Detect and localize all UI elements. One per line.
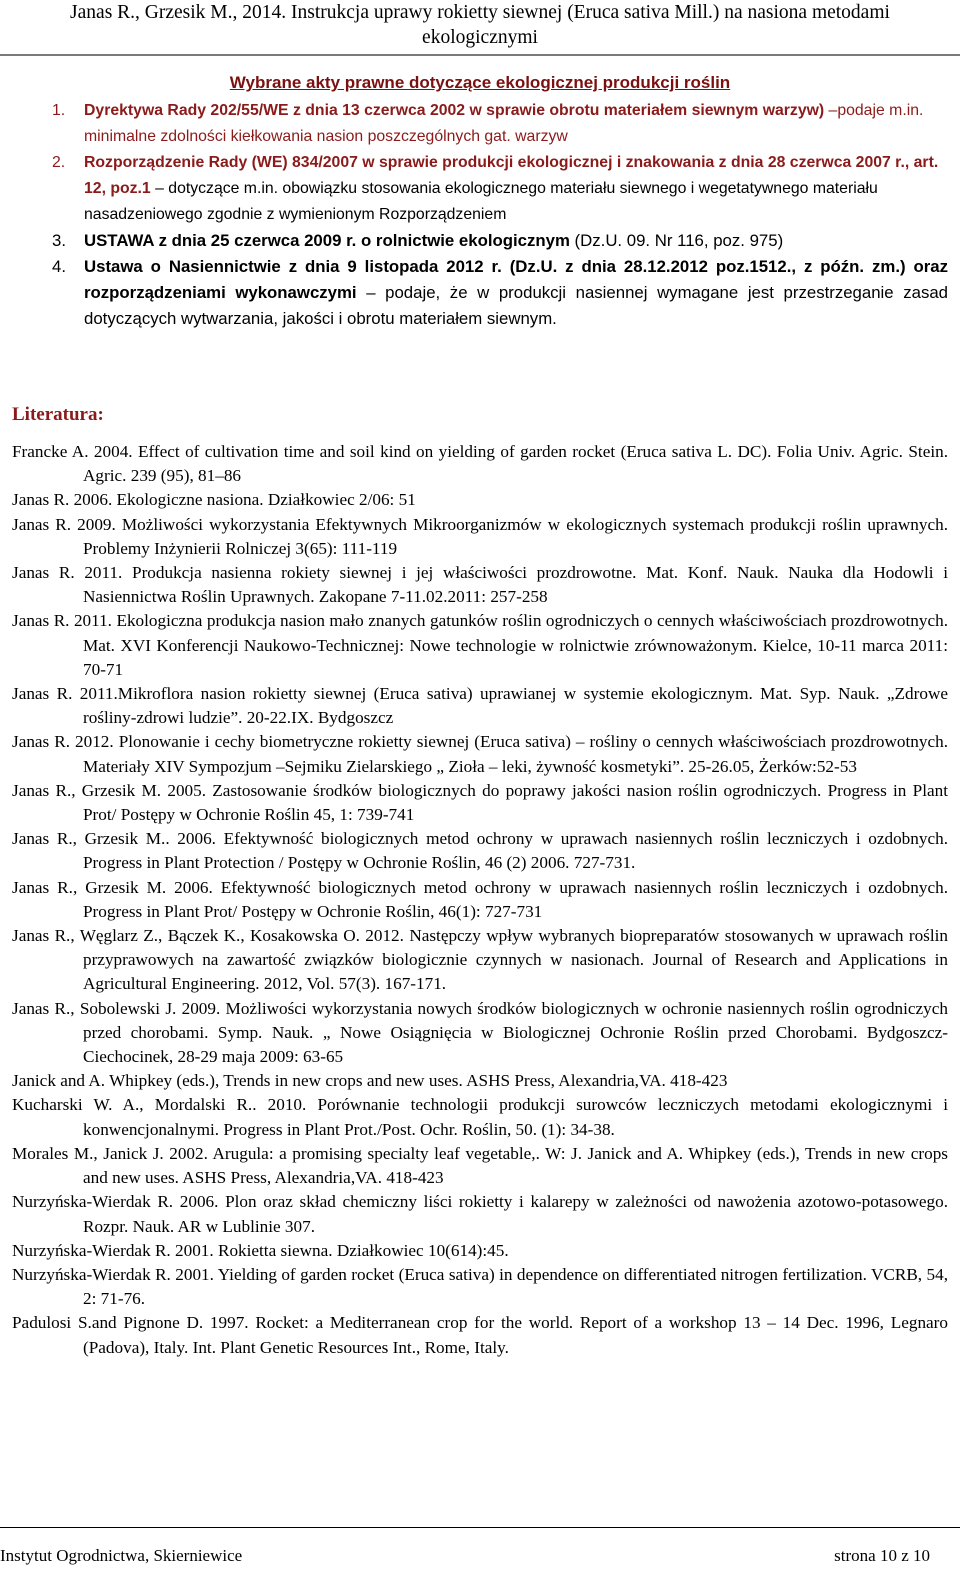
reference-item: Janas R. 2011. Produkcja nasienna rokiety siewnej i jej właściwości prozdrowotne. Mat. Konf. Nauk. Nauka dla Hodowli i Nasiennictwa Roślin Uprawnych. Zakopane 7-11.02.2011: 257-258	[12, 563, 948, 607]
legal-act-description: (Dz.U. 09. Nr 116, poz. 975)	[569, 231, 784, 250]
reference-item: Janas R., Grzesik M. 2005. Zastosowanie środków biologicznych do poprawy jakości nasion roślin ogrodniczych. Progress in Plant Prot/ Postępy w Ochronie Roślin 45, 1: 739-741	[12, 780, 948, 825]
reference-item: Nurzyńska-Wierdak R. 2006. Plon oraz skład chemiczny liści rokietty i kalarepy w zależności od nawożenia azotowo-potasowego. Rozpr. Nauk. AR w Lublinie 307.	[12, 1192, 948, 1236]
legal-acts-heading: Wybrane akty prawne dotyczące ekologicznej produkcji roślin	[229, 73, 731, 92]
legal-act-description: –podaje m.in. minimalne zdolności kiełkowania nasion poszczególnych gat. warzyw	[84, 102, 924, 145]
legal-act-item	[52, 98, 948, 150]
legal-act-title: USTAWA z dnia 25 czerwca 2009 r. o rolnictwie ekologicznym	[84, 231, 570, 250]
reference-item: Morales M., Janick J. 2002. Arugula: a promising specialty leaf vegetable,. W: J. Janick and A. Whipkey (eds.), Trends in new crops and new uses. ASHS Press, Alexandria,VA. 418-423	[12, 1143, 948, 1188]
legal-act-number: 3.	[52, 231, 66, 250]
literature-heading: Literatura:	[12, 404, 104, 425]
legal-act-title: Dyrektywa Rady 202/55/WE z dnia 13 czerwca 2002 w sprawie obrotu materiałem siewnym warzyw)	[84, 102, 825, 119]
reference-item: Francke A. 2004. Effect of cultivation time and soil kind on yielding of garden rocket (Eruca sativa L. DC). Folia Univ. Agric. Stein. Agric. 239 (95), 81–86	[12, 442, 948, 486]
reference-item: Janick and A. Whipkey (eds.), Trends in new crops and new uses. ASHS Press, Alexandria,VA. 418-423	[12, 1071, 728, 1091]
legal-act-description: – dotyczące m.in. obowiązku stosowania ekologicznego materiału siewnego i wegetatywnego materiału nasadzeniowego zgodnie z wymienionym Rozporządzeniem	[84, 180, 878, 223]
page-number: strona 10 z 10	[834, 1546, 930, 1565]
header-divider	[0, 54, 960, 56]
legal-act-number: 1.	[52, 102, 66, 119]
reference-item: Janas R., Sobolewski J. 2009. Możliwości wykorzystania nowych środków biologicznych w ochronie nasiennych roślin ogrodniczych przed chorobami. Symp. Nauk. „ Nowe Osiągnięcia w Biologicznej Ochronie Roślin przed Chorobami. Bydgoszcz-Ciechocinek, 28-29 maja 2009: 63-65	[12, 998, 948, 1067]
header-line-1: Janas R., Grzesik M., 2014. Instrukcja uprawy rokietty siewnej (Eruca sativa Mill.) na nasiona metodami	[70, 2, 890, 23]
legal-act-description: – podaje, że w produkcji nasiennej wymagane jest przestrzeganie zasad dotyczących wytwarzania, jakości i obrotu materiałem siewnym.	[84, 283, 948, 328]
reference-list	[12, 440, 948, 1360]
footer-institution: Instytut Ogrodnictwa, Skierniewice	[0, 1546, 243, 1565]
reference-item: Nurzyńska-Wierdak R. 2001. Rokietta siewna. Działkowiec 10(614):45.	[12, 1240, 509, 1260]
legal-act-number: 4.	[52, 257, 66, 276]
legal-act-number: 2.	[52, 154, 66, 171]
reference-item: Janas R., Grzesik M. 2006. Efektywność biologicznych metod ochrony w uprawach nasiennych roślin leczniczych i ozdobnych. Progress in Plant Prot/ Postępy w Ochronie Roślin, 46(1): 727-731	[12, 877, 948, 921]
legal-acts-list	[52, 98, 948, 332]
legal-act-item	[52, 150, 948, 228]
reference-item: Janas R., Grzesik M.. 2006. Efektywność biologicznych metod ochrony w uprawach nasiennych roślin leczniczych i ozdobnych. Progress in Plant Protection / Postępy w Ochronie Roślin, 46 (2) 2006. 727-731.	[12, 829, 948, 873]
header-line-2: ekologicznymi	[422, 27, 538, 48]
reference-item: Janas R. 2011. Ekologiczna produkcja nasion mało znanych gatunków roślin ogrodniczych o cennych właściwościach prozdrowotnych. Mat. XVI Konferencji Naukowo-Technicznej: Nowe technologie w rolnictwie zrównoważonym. Kielce, 10-11 marca 2011: 70-71	[12, 611, 948, 679]
reference-item: Janas R. 2011.Mikroflora nasion rokietty siewnej (Eruca sativa) uprawianej w systemie ekologicznym. Mat. Syp. Nauk. „Zdrowe rośliny-zdrowi ludzie”. 20-22.IX. Bydgoszcz	[12, 684, 948, 728]
footer-divider	[0, 1527, 960, 1528]
legal-act-title: Ustawa o Nasiennictwie z dnia 9 listopada 2012 r. (Dz.U. z dnia 28.12.2012 poz.1512., z późn. zm.) oraz rozporządzeniami wykonawczymi	[84, 257, 948, 302]
legal-act-item	[52, 254, 948, 332]
reference-item: Janas R. 2009. Możliwości wykorzystania Efektywnych Mikroorganizmów w ekologicznych systemach produkcji roślin uprawnych. Problemy Inżynierii Rolniczej 3(65): 111-119	[12, 514, 948, 558]
reference-item: Kucharski W. A., Mordalski R.. 2010. Porównanie technologii produkcji surowców leczniczych metodami ekologicznymi i konwencjonalnymi. Progress in Plant Prot./Post. Ochr. Roślin, 50. (1): 34-38.	[12, 1095, 948, 1139]
reference-item: Padulosi S.and Pignone D. 1997. Rocket: a Mediterranean crop for the world. Report of a workshop 13 – 14 Dec. 1996, Legnaro (Padova), Italy. Int. Plant Genetic Resources Int., Rome, Italy.	[12, 1313, 948, 1357]
reference-item: Janas R. 2012. Plonowanie i cechy biometryczne rokietty siewnej (Eruca sativa) – rośliny o cennych właściwościach prozdrowotnych. Materiały XIV Sympozjum –Sejmiku Zielarskiego „ Zioła – leki, żywność kosmetyki”. 25-26.05, Żerków:52-53	[12, 732, 948, 776]
reference-item: Janas R. 2006. Ekologiczne nasiona. Działkowiec 2/06: 51	[12, 490, 416, 510]
reference-item: Nurzyńska-Wierdak R. 2001. Yielding of garden rocket (Eruca sativa) in dependence on differentiated nitrogen fertilization. VCRB, 54, 2: 71-76.	[12, 1264, 948, 1309]
legal-act-title: Rozporządzenie Rady (WE) 834/2007 w sprawie produkcji ekologicznej i znakowania z dnia 28 czerwca 2007 r., art. 12, poz.1	[84, 154, 939, 197]
legal-act-item	[52, 228, 948, 254]
reference-item: Janas R., Węglarz Z., Bączek K., Kosakowska O. 2012. Następczy wpływ wybranych biopreparatów stosowanych w uprawach roślin przyprawowych na zawartość związków biologicznie czynnych w nasionach. Journal of Research and Applications in Agricultural Engineering. 2012, Vol. 57(3). 167-171.	[12, 926, 948, 994]
running-header	[0, 0, 960, 50]
